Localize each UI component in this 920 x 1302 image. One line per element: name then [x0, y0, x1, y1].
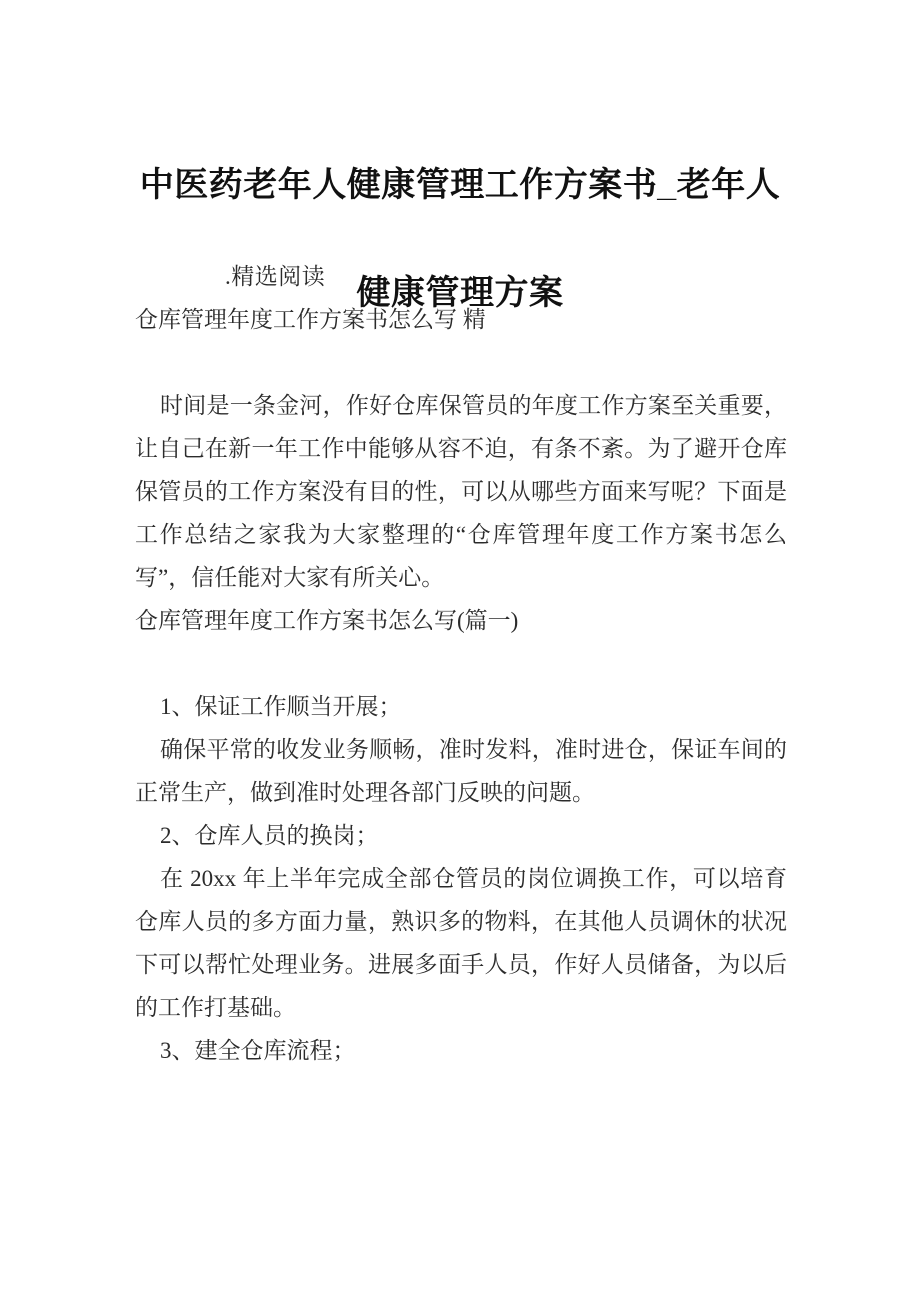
subheading: 仓库管理年度工作方案书怎么写 精	[135, 307, 486, 332]
lead-note: .精选阅读	[225, 264, 326, 289]
blank-line-1	[135, 341, 787, 384]
blank-line-2	[135, 642, 787, 685]
page-title-line-2: 健康管理方案	[356, 274, 564, 312]
item-body-2: 在 20xx 年上半年完成全部仓管员的岗位调换工作，可以培育仓库人员的多方面力量，熟识多的物料，在其他人员调休的状况下可以帮忙处理业务。进展多面手人员，作好人员储备，为以后的工作打基础。	[135, 866, 787, 1020]
section-heading: 仓库管理年度工作方案书怎么写(篇一)	[135, 608, 519, 633]
item-body-1: 确保平常的收发业务顺畅，准时发料，准时进仓，保证车间的正常生产，做到准时处理各部门反映的问题。	[135, 737, 787, 805]
item-heading-2: 2、仓库人员的换岗；	[160, 823, 379, 848]
document-body	[135, 255, 787, 1072]
item-heading-1: 1、保证工作顺当开展；	[160, 694, 402, 719]
page-title-line-1: 中医药老年人健康管理工作方案书_老年人	[139, 166, 781, 204]
item-heading-3: 3、建全仓库流程；	[160, 1038, 356, 1063]
intro-paragraph: 时间是一条金河，作好仓库保管员的年度工作方案至关重要，让自己在新一年工作中能够从容不迫，有条不紊。为了避开仓库保管员的工作方案没有目的性，可以从哪些方面来写呢？下面是工作总结之家我为大家整理的“仓库管理年度工作方案书怎么写”，信任能对大家有所关心。	[135, 393, 787, 590]
